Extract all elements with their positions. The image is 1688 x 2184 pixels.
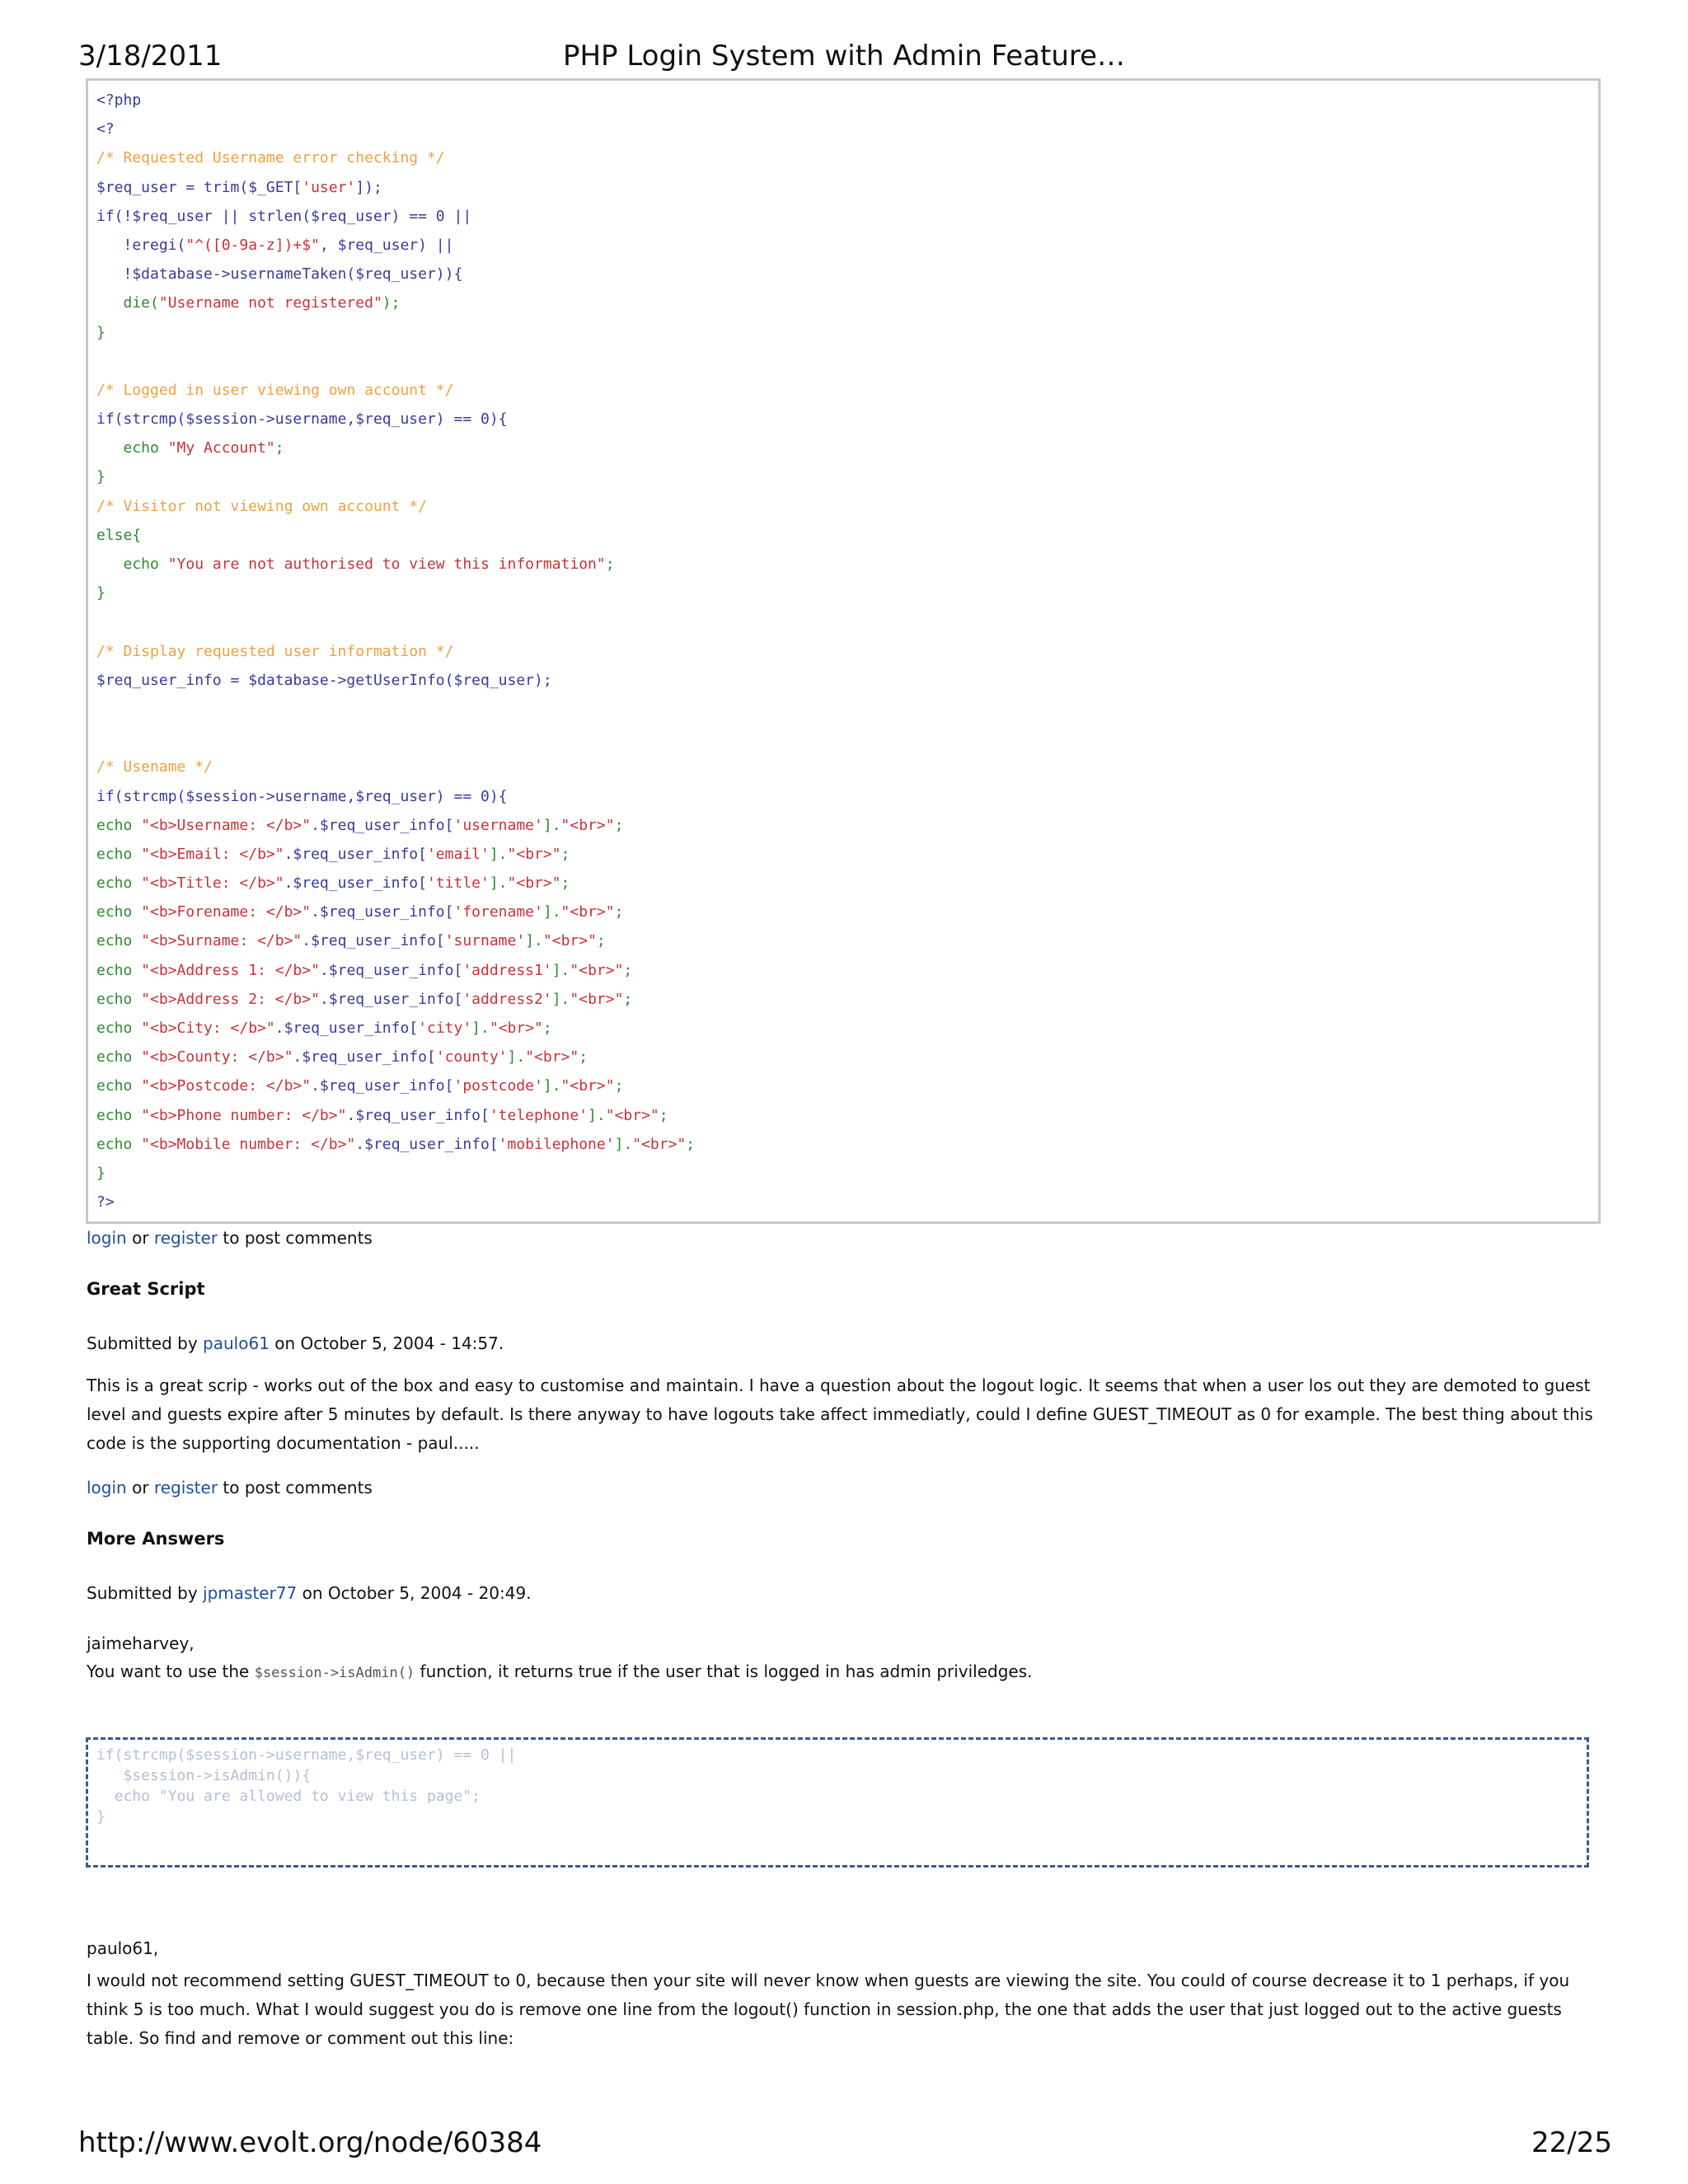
code-line: } — [96, 584, 106, 602]
code-line: echo "<b>Address 1: </b>".$req_user_info['address1']."<br>"; — [96, 961, 633, 979]
code-line: if(!$req_user || strlen($req_user) == 0 || — [96, 207, 472, 225]
code-line: echo "You are allowed to view this page"; — [96, 1788, 481, 1805]
comment-links-2: login or register to post comments — [87, 1478, 373, 1497]
code-line: $session->isAdmin()){ — [96, 1767, 312, 1784]
code-line: echo "<b>Forename: </b>".$req_user_info['forename']."<br>"; — [96, 903, 624, 921]
code-line: $req_user_info = $database->getUserInfo($req_user); — [96, 671, 552, 689]
code-block-php — [86, 78, 1601, 1224]
login-link[interactable]: login — [87, 1478, 127, 1497]
code-line: } — [96, 468, 106, 486]
print-footer — [0, 2126, 1688, 2168]
code-line: die("Username not registered"); — [96, 294, 401, 312]
code-line: echo "<b>Email: </b>".$req_user_info['email']."<br>"; — [96, 845, 570, 863]
code-line: echo "<b>Address 2: </b>".$req_user_info['address2']."<br>"; — [96, 990, 633, 1008]
code-line: echo "<b>County: </b>".$req_user_info['county']."<br>"; — [96, 1048, 588, 1066]
comment-links-1: login or register to post comments — [87, 1228, 373, 1248]
code-line: if(strcmp($session->username,$req_user) == 0 || — [96, 1746, 517, 1764]
code-line: if(strcmp($session->username,$req_user) == 0){ — [96, 787, 508, 805]
code-line: <? — [96, 120, 115, 138]
code-line: echo "<b>Phone number: </b>".$req_user_info['telephone']."<br>"; — [96, 1106, 668, 1124]
isadmin-explanation: You want to use the $session->isAdmin() function, it returns true if the user that is logged in has admin priviledges. — [87, 1661, 1033, 1681]
comment-body-2: I would not recommend setting GUEST_TIMEOUT to 0, because then your site will never know when guests are viewing the site. You could of course decrease it to 1 perhaps, if you think 5 is too much. What I would suggest you do is remove one line from the logout() function in session.php, the one that adds the user that just logged out to the active guests table. So find and remove or comment out this line: — [87, 1971, 1570, 2048]
author-link-jpmaster77[interactable]: jpmaster77 — [203, 1583, 298, 1603]
code-line: echo "<b>Surname: </b>".$req_user_info['surname']."<br>"; — [96, 932, 606, 950]
code-line: } — [96, 1164, 106, 1182]
code-line: echo "<b>Title: </b>".$req_user_info['title']."<br>"; — [96, 874, 570, 893]
code-line: echo "<b>City: </b>".$req_user_info['city']."<br>"; — [96, 1019, 552, 1037]
print-page-number: 22/25 — [1531, 2126, 1612, 2159]
code-line: <?php — [96, 91, 142, 109]
comment-title-more-answers: More Answers — [87, 1529, 225, 1549]
print-date: 3/18/2011 — [78, 40, 223, 73]
code-line: !eregi("^([0-9a-z])+$", $req_user) || — [96, 236, 454, 254]
comment-submitted-2: Submitted by jpmaster77 on October 5, 2004 - 20:49. — [87, 1583, 532, 1603]
code-line: echo "<b>Username: </b>".$req_user_info['username']."<br>"; — [96, 816, 624, 834]
code-line: echo "<b>Postcode: </b>".$req_user_info['postcode']."<br>"; — [96, 1077, 624, 1095]
code-block-isadmin — [86, 1737, 1589, 1868]
greeting-paulo61: paulo61, — [87, 1938, 159, 1958]
comment-submitted-1: Submitted by paulo61 on October 5, 2004 - 14:57. — [87, 1333, 504, 1353]
code-line: } — [96, 1808, 106, 1825]
code-line: /* Requested Username error checking */ — [96, 149, 445, 167]
code-line: !$database->usernameTaken($req_user)){ — [96, 265, 463, 284]
author-link-paulo61[interactable]: paulo61 — [203, 1333, 270, 1353]
code-line: /* Logged in user viewing own account */ — [96, 381, 454, 399]
inline-code: $session->isAdmin() — [254, 1665, 415, 1681]
print-url: http://www.evolt.org/node/60384 — [78, 2126, 542, 2159]
code-line — [96, 607, 1590, 636]
code-line — [96, 347, 1590, 376]
code-line — [96, 724, 1590, 752]
code-line: echo "My Account"; — [96, 439, 284, 457]
code-line: /* Visitor not viewing own account */ — [96, 497, 427, 515]
code-line: /* Display requested user information */ — [96, 642, 454, 660]
register-link[interactable]: register — [153, 1478, 218, 1497]
code-line: echo "<b>Mobile number: </b>".$req_user_info['mobilephone']."<br>"; — [96, 1135, 696, 1153]
greeting-jaimeharvey: jaimeharvey, — [87, 1633, 195, 1653]
print-header — [0, 40, 1688, 81]
code-line: if(strcmp($session->username,$req_user) == 0){ — [96, 410, 508, 429]
comment-body-1: This is a great scrip - works out of the box and easy to customise and maintain. I have a question about the logout logic. It seems that when a user los out they are demoted to guest level and guests expire after 5 minutes by default. Is there anyway to have logouts take affect immediatly, could I define GUEST_TIMEOUT as 0 for example. The best thing about this code is the supporting documentation - paul..... — [87, 1376, 1593, 1453]
code-line: /* Usename */ — [96, 758, 213, 776]
code-line: echo "You are not authorised to view this information"; — [96, 555, 615, 573]
register-link[interactable]: register — [153, 1228, 218, 1248]
login-link[interactable]: login — [87, 1228, 127, 1248]
print-title: PHP Login System with Admin Feature… — [562, 40, 1126, 73]
code-line: $req_user = trim($_GET['user']); — [96, 178, 382, 196]
code-line: ?> — [96, 1193, 115, 1212]
code-line: } — [96, 323, 106, 341]
code-line: else{ — [96, 526, 142, 544]
comment-title-great-script: Great Script — [87, 1279, 205, 1299]
code-line — [96, 695, 1590, 724]
